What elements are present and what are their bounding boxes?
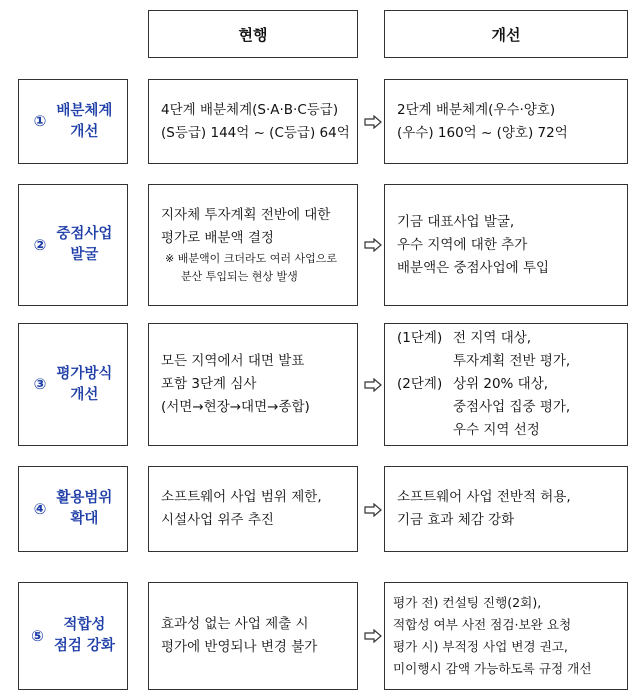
- row-3-current: 모든 지역에서 대면 발표 포함 3단계 심사 (서면→현장→대면→종합): [148, 323, 358, 446]
- row-2-note: ※ 배분액이 크더라도 여러 사업으로: [165, 252, 337, 265]
- row-3-title: 평가방식 개선: [56, 365, 113, 403]
- row-2-title: 중점사업 발굴: [56, 226, 113, 263]
- arrow-right-icon: [364, 378, 382, 392]
- row-1-title: 배분체계 개선: [56, 102, 113, 140]
- row-1-number: ①: [33, 112, 47, 130]
- row-2-label: [18, 184, 128, 306]
- arrow-right-icon: [364, 238, 382, 252]
- header-current: 현행: [148, 10, 358, 58]
- row-1-current: 4단계 배분체계(S·A·B·C등급) (S등급) 144억 ~ (C등급) 64억: [148, 79, 358, 164]
- row-5-current: 효과성 없는 사업 제출 시 평가에 반영되나 변경 불가: [148, 582, 358, 690]
- row-1-improved: 2단계 배분체계(우수·양호) (우수) 160억 ~ (양호) 72억: [384, 79, 628, 164]
- arrow-right-icon: [364, 115, 382, 129]
- row-3-number: ③: [33, 375, 47, 393]
- row-5-title: 적합성 점검 강화: [53, 617, 115, 654]
- row-5-number: ⑤: [31, 626, 44, 645]
- stage-1-label: (1단계): [397, 330, 443, 346]
- row-4-label: [18, 466, 128, 552]
- row-2-current: 지자체 투자계획 전반에 대한 평가로 배분액 결정 ※ 배분액이 크더라도 여러 사업으로 분산 투입되는 현상 발생: [148, 184, 358, 306]
- row-2-number: ②: [33, 235, 47, 254]
- stage-2-label: (2단계): [397, 376, 443, 392]
- row-4-current: 소프트웨어 사업 범위 제한, 시설사업 위주 추진: [148, 466, 358, 552]
- row-3-improved: (1단계) 전 지역 대상, 투자계획 전반 평가, (2단계) 상위 20% 대상, 중점사업 집중 평가, 우수 지역 선정: [384, 323, 628, 446]
- row-4-title: 활용범위 확대: [56, 490, 113, 527]
- row-5-label: [18, 582, 128, 690]
- row-4-improved: 소프트웨어 사업 전반적 허용, 기금 효과 체감 강화: [384, 466, 628, 552]
- header-improved: 개선: [384, 10, 628, 58]
- arrow-right-icon: [364, 503, 382, 517]
- row-5-improved: 평가 전) 컨설팅 진행(2회), 적합성 여부 사전 점검·보완 요청 평가 시) 부적정 사업 변경 권고, 미이행시 감액 가능하도록 규정 개선: [384, 582, 628, 690]
- row-4-number: ④: [33, 499, 47, 518]
- row-3-label: [18, 323, 128, 446]
- arrow-right-icon: [364, 629, 382, 643]
- row-1-label: [18, 79, 128, 164]
- row-2-improved: 기금 대표사업 발굴, 우수 지역에 대한 추가 배분액은 중점사업에 투입: [384, 184, 628, 306]
